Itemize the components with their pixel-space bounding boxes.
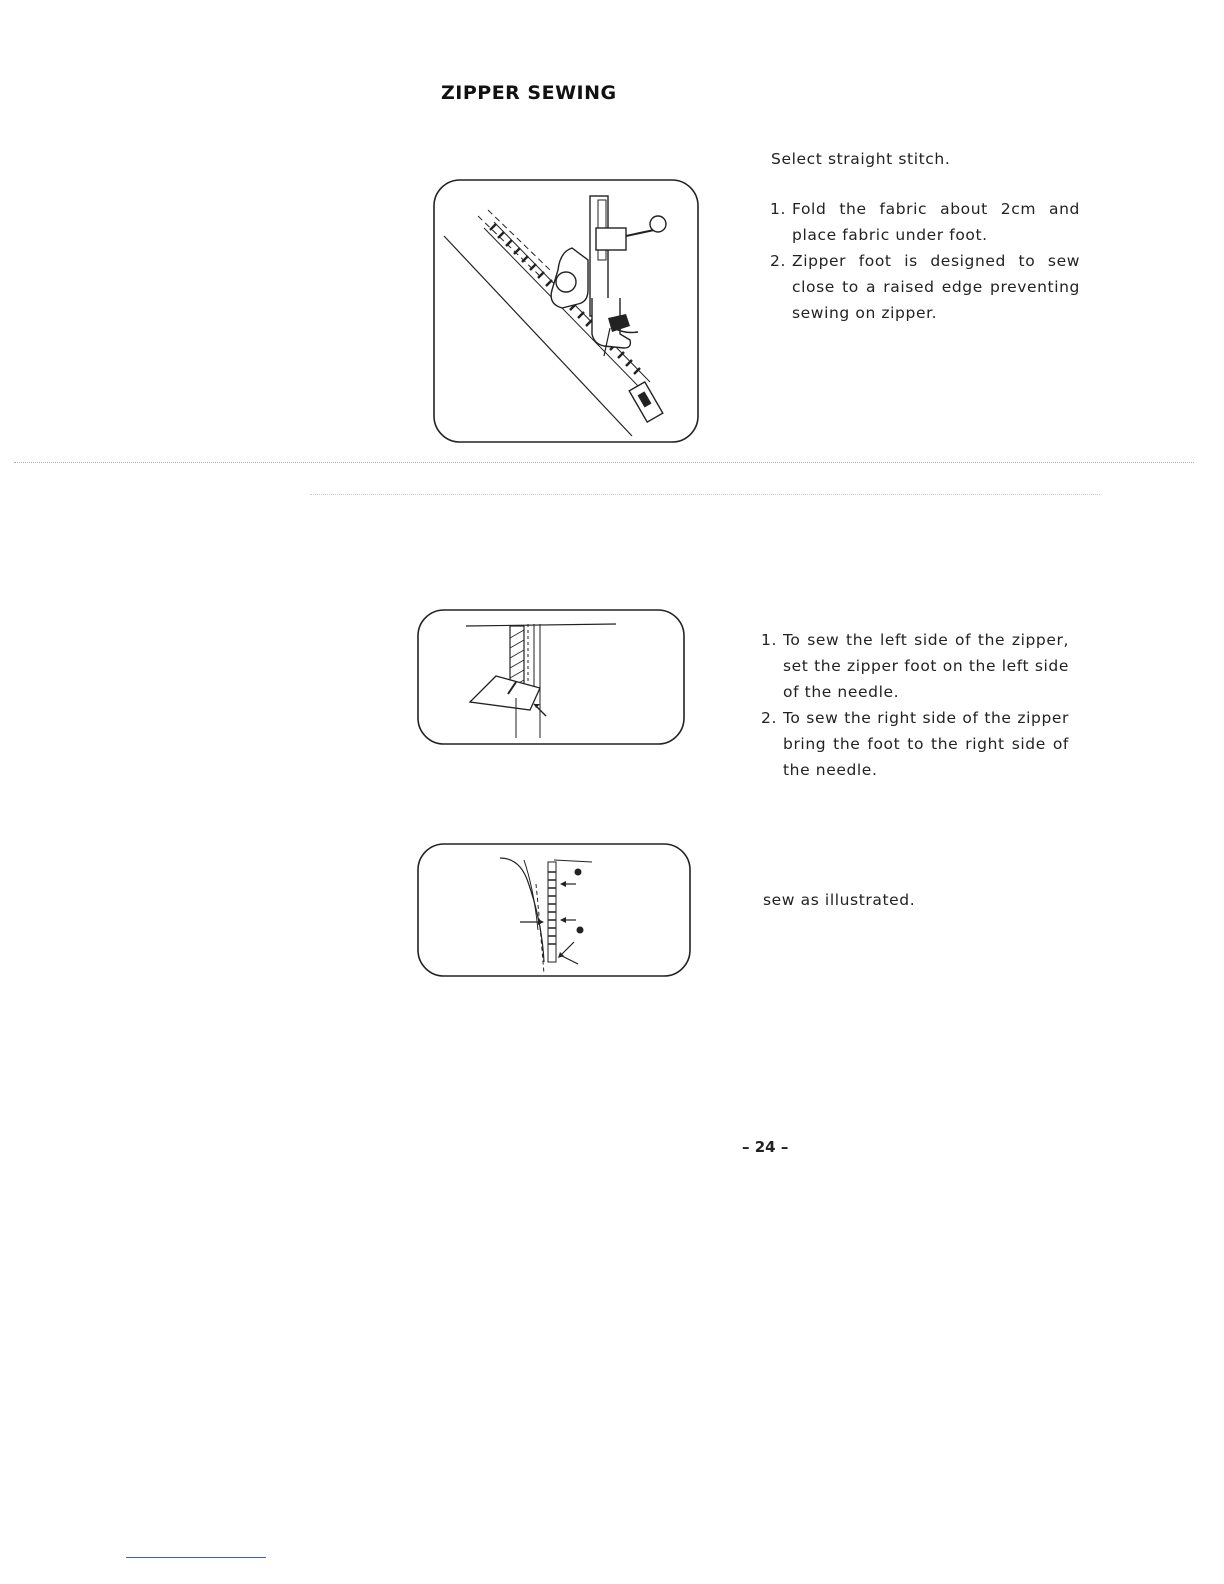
instruction-text: sew as illustrated. <box>763 891 916 909</box>
step-text: To sew the left side of the zipper, set the zipper foot on the left side of the needle. <box>783 631 1069 701</box>
intro-text: Select straight stitch. <box>771 150 951 168</box>
steps-list-2 <box>761 627 1069 783</box>
step-text: Fold the fabric about 2cm and place fabric under foot. <box>792 200 1080 244</box>
step-number: 1. <box>761 631 777 649</box>
page-title: ZIPPER SEWING <box>441 82 617 104</box>
list-item <box>761 627 1069 705</box>
scan-noise-line <box>310 494 1100 495</box>
steps-list-1 <box>770 196 1080 326</box>
step-text: Zipper foot is designed to sew close to a raised edge preventing sewing on zipper. <box>792 252 1080 322</box>
step-text: To sew the right side of the zipper bring the foot to the right side of the needle. <box>783 709 1069 779</box>
zipper-foot-illustration <box>432 178 700 446</box>
list-item <box>770 196 1080 248</box>
section-divider <box>14 462 1194 463</box>
list-item <box>770 248 1080 326</box>
sewing-sequence-illustration <box>416 842 692 980</box>
page-number: – 24 – <box>742 1138 789 1156</box>
step-number: 2. <box>761 709 777 727</box>
list-item <box>761 705 1069 783</box>
foot-position-illustration <box>416 608 686 748</box>
step-number: 1. <box>770 200 786 218</box>
step-number: 2. <box>770 252 786 270</box>
footer-rule <box>126 1557 266 1558</box>
